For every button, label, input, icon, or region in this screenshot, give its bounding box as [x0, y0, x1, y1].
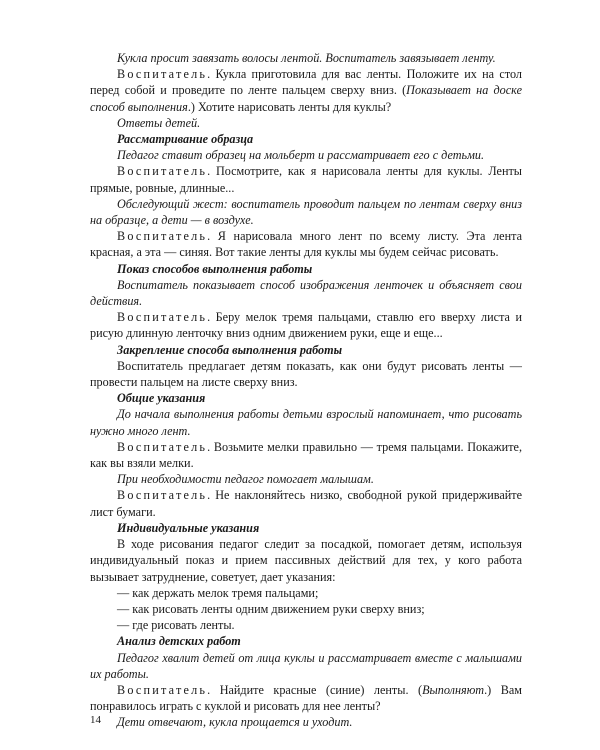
stage-direction	[90, 406, 522, 438]
text-run: — как держать мелок тремя пальцами;	[117, 585, 319, 600]
paragraph	[90, 585, 522, 601]
text-run: Показ способов выполнения работы	[117, 261, 313, 276]
speaker-label: Воспитатель	[117, 682, 208, 697]
speaker-label: Воспитатель	[117, 488, 208, 503]
text-run: В ходе рисования педагог следит за посадкой, помогает детям, используя индивидуальный показ и прием пассивных действий для тех, у кого работа вызывает затруднение, советует, дает указания:	[90, 537, 522, 584]
text-run: . Беру мелок тремя пальцами, ставлю его вверху листа и рисую длинную ленточку вниз одним движением руки, еще и еще...	[90, 310, 522, 341]
section-heading	[90, 261, 522, 277]
text-run: .) Вам понравилось играть с куклой и рисовать для нее ленты?	[90, 682, 522, 714]
paragraph	[90, 228, 522, 260]
text-run: При необходимости педагог помогает малышам.	[117, 472, 374, 487]
text-run: Ответы детей.	[117, 115, 201, 130]
text-run: Воспитатель предлагает детям показать, как они будут рисовать ленты — провести пальцем на листе сверху вниз.	[90, 358, 522, 390]
section-heading	[90, 390, 522, 406]
text-run: — как рисовать ленты одним движением руки сверху вниз;	[117, 601, 425, 616]
stage-direction	[90, 115, 522, 131]
paragraph	[90, 66, 522, 115]
text-run: Выполняют	[422, 682, 485, 697]
text-run: Дети отвечают, кукла прощается и уходит.	[117, 715, 353, 730]
paragraph	[90, 309, 522, 341]
page-text-body	[90, 50, 522, 731]
section-heading	[90, 342, 522, 358]
stage-direction	[90, 196, 522, 228]
stage-direction	[90, 50, 522, 66]
text-run: Анализ детских работ	[117, 634, 241, 649]
paragraph	[90, 601, 522, 617]
text-run: . Кукла приготовила для вас ленты. Положите их на стол перед собой и проведите по ленте пальцем сверху вниз. (	[90, 67, 522, 98]
stage-direction	[90, 714, 522, 730]
text-run: До начала выполнения работы детьми взрослый напоминает, что рисовать нужно много лент.	[90, 407, 522, 438]
text-run: . Возьмите мелки правильно — тремя пальцами. Покажите, как вы взяли мелки.	[90, 439, 522, 471]
text-run: Кукла просит завязать волосы лентой. Воспитатель завязывает ленту.	[117, 51, 496, 65]
text-run: . Не наклоняйтесь низко, свободной рукой придерживайте лист бумаги.	[90, 488, 522, 519]
paragraph	[90, 487, 522, 519]
stage-direction	[90, 471, 522, 487]
text-run: Рассматривание образца	[117, 132, 254, 147]
text-run: . Я нарисовала много лент по всему листу. Эта лента красная, а эта — синяя. Вот такие ленты для куклы мы будем сейчас рисовать.	[90, 229, 522, 260]
section-heading	[90, 633, 522, 649]
speaker-label: Воспитатель	[117, 67, 208, 82]
text-run: Педагог ставит образец на мольберт и рассматривает его с детьми.	[117, 148, 484, 163]
speaker-label: Воспитатель	[117, 439, 208, 454]
text-run: . Найдите красные (синие) ленты. (	[207, 682, 423, 697]
text-run: . Посмотрите, как я нарисовала ленты для куклы. Ленты прямые, ровные, длинные...	[90, 164, 522, 195]
text-run: Индивидуальные указания	[117, 520, 260, 535]
page-number: 14	[90, 714, 101, 726]
text-run: Показывает на доске способ выполнения	[90, 83, 522, 114]
section-heading	[90, 131, 522, 147]
paragraph	[90, 682, 522, 714]
text-run: Закрепление способа выполнения работы	[117, 342, 343, 357]
speaker-label: Воспитатель	[117, 164, 208, 179]
text-run: Педагог хвалит детей от лица куклы и рассматривает вместе с малышами их работы.	[90, 650, 522, 681]
text-run: Воспитатель показывает способ изображения ленточек и объясняет свои действия.	[90, 277, 522, 309]
text-run: Общие указания	[117, 391, 206, 406]
paragraph	[90, 617, 522, 633]
text-run: — где рисовать ленты.	[117, 618, 235, 633]
stage-direction	[90, 650, 522, 682]
speaker-label: Воспитатель	[117, 310, 208, 325]
paragraph	[90, 536, 522, 585]
paragraph	[90, 163, 522, 195]
stage-direction	[90, 277, 522, 309]
paragraph	[90, 358, 522, 390]
stage-direction	[90, 147, 522, 163]
text-run: .) Хотите нарисовать ленты для куклы?	[187, 99, 392, 114]
section-heading	[90, 520, 522, 536]
text-run: Обследующий жест: воспитатель проводит пальцем по лентам сверху вниз на образце, а дети — в воздухе.	[90, 196, 522, 228]
paragraph	[90, 439, 522, 471]
speaker-label: Воспитатель	[117, 229, 208, 244]
